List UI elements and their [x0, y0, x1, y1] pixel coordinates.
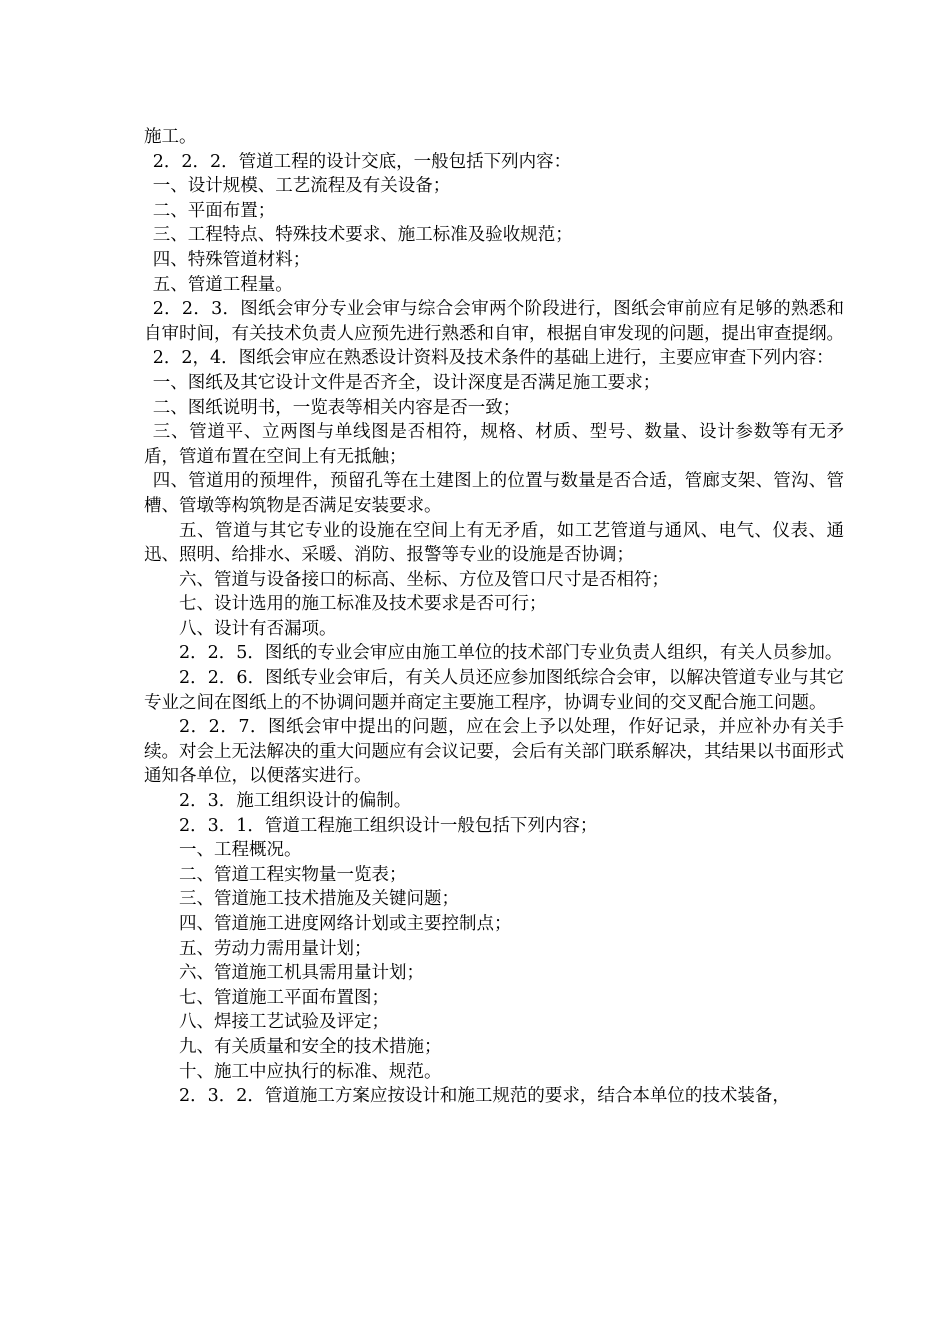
- list-item: 三、管道平、立两图与单线图是否相符，规格、材质、型号、数量、设计参数等有无矛盾，管道布置在空间上有无抵触；: [144, 422, 844, 467]
- list-item: 一、设计规模、工艺流程及有关设备；: [152, 176, 451, 197]
- clause-2-2-2: 2．2．2．管道工程的设计交底，一般包括下列内容：: [152, 151, 572, 172]
- list-item: 五、管道与其它专业的设施在空间上有无矛盾，如工艺管道与通风、电气、仪表、通迅、照明、给排水、采暖、消防、报警等专业的设施是否协调；: [144, 520, 844, 566]
- list-item: 七、管道施工平面布置图；: [179, 987, 389, 1008]
- list-item: 二、管道工程实物量一览表；: [179, 864, 407, 885]
- paragraph-continuation: 施工。: [144, 127, 197, 147]
- clause-2-2-3: 2．2．3．图纸会审分专业会审与综合会审两个阶段进行，图纸会审前应有足够的熟悉和自审时间，有关技术负责人应预先进行熟悉和自审，根据自审发现的问题，提出审查提纲。: [144, 299, 844, 344]
- section-heading-2-3: 2．3．施工组织设计的偏制。: [179, 791, 412, 812]
- list-item: 八、焊接工艺试验及评定；: [179, 1012, 389, 1033]
- list-item: 四、特殊管道材料；: [152, 249, 311, 270]
- document-body: [144, 125, 844, 1109]
- clause-2-2-7: 2．2．7．图纸会审中提出的问题，应在会上予以处理，作好记录，并应补办有关手续。对会上无法解决的重大问题应有会议记要，会后有关部门联系解决，其结果以书面形式通知各单位，以便落实进行。: [144, 717, 844, 787]
- list-item: 四、管道用的预埋件，预留孔等在土建图上的位置与数量是否合适，管廊支架、管沟、管槽、管墩等构筑物是否满足安装要求。: [144, 471, 844, 516]
- clause-2-2-5: 2．2．5．图纸的专业会审应由施工单位的技术部门专业负责人组织，有关人员参加。: [179, 643, 843, 664]
- list-item: 十、施工中应执行的标准、规范。: [179, 1061, 442, 1082]
- list-item: 一、图纸及其它设计文件是否齐全，设计深度是否满足施工要求；: [152, 372, 661, 393]
- list-item: 五、劳动力需用量计划；: [179, 938, 372, 959]
- list-item: 七、设计选用的施工标准及技术要求是否可行；: [179, 594, 547, 615]
- list-item: 二、平面布置；: [152, 200, 276, 221]
- clause-2-2-4: 2．2，4．图纸会审应在熟悉设计资料及技术条件的基础上进行，主要应审查下列内容：: [152, 348, 834, 369]
- list-item: 八、设计有否漏项。: [179, 618, 337, 639]
- list-item: 九、有关质量和安全的技术措施；: [179, 1036, 442, 1057]
- list-item: 二、图纸说明书，一览表等相关内容是否一致；: [152, 397, 521, 418]
- list-item: 三、管道施工技术措施及关键问题；: [179, 889, 459, 910]
- clause-2-3-2: 2．3．2．管道施工方案应按设计和施工规范的要求，结合本单位的技术装备，: [179, 1086, 790, 1107]
- clause-2-2-6: 2．2．6．图纸专业会审后，有关人员还应参加图纸综合会审，以解决管道专业与其它专业之间在图纸上的不协调问题并商定主要施工程序，协调专业间的交叉配合施工问题。: [144, 668, 844, 713]
- list-item: 三、工程特点、特殊技术要求、施工标准及验收规范；: [152, 225, 573, 246]
- list-item: 一、工程概况。: [179, 840, 302, 861]
- list-item: 四、管道施工进度网络计划或主要控制点；: [179, 914, 512, 934]
- clause-2-3-1: 2．3．1．管道工程施工组织设计一般包括下列内容；: [179, 815, 598, 836]
- list-item: 五、管道工程量。: [152, 274, 293, 295]
- list-item: 六、管道与设备接口的标高、坐标、方位及管口尺寸是否相符；: [179, 569, 669, 590]
- list-item: 六、管道施工机具需用量计划；: [179, 963, 424, 984]
